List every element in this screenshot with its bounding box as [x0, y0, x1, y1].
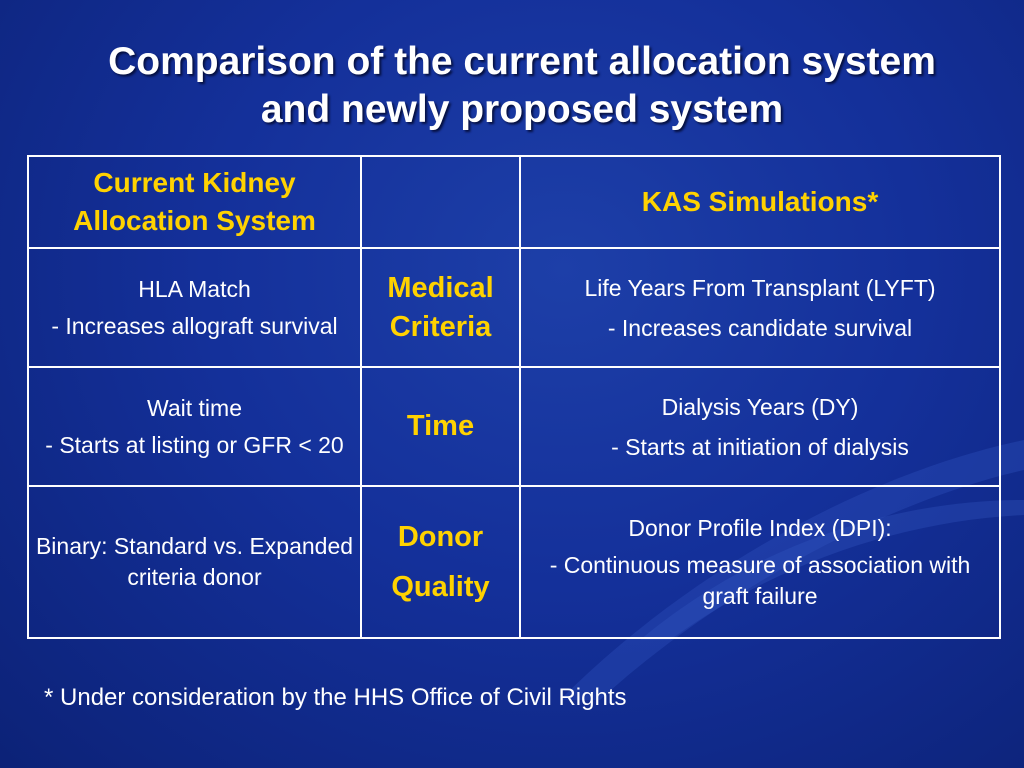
table-row	[28, 486, 1000, 638]
cell-criteria	[361, 248, 520, 367]
cell-kas	[520, 248, 1000, 367]
table-row	[28, 367, 1000, 486]
cell-detail: - Starts at listing or GFR < 20	[45, 431, 344, 458]
cell-detail: - Starts at initiation of dialysis	[611, 433, 909, 460]
cell-kas	[520, 486, 1000, 638]
cell-criteria	[361, 486, 520, 638]
slide-title	[20, 38, 1024, 134]
table-header-row	[28, 156, 1000, 248]
criteria-label-line-1: Donor	[397, 521, 484, 553]
cell-criteria	[361, 367, 520, 486]
cell-heading: Donor Profile Index (DPI):	[628, 514, 892, 541]
cell-kas	[520, 367, 1000, 486]
header-kas-simulations: KAS Simulations*	[520, 156, 1000, 248]
criteria-label: Time	[406, 410, 475, 442]
comparison-table	[27, 155, 1001, 639]
title-line-1: Comparison of the current allocation system	[108, 40, 936, 83]
cell-current-system	[28, 248, 361, 367]
cell-current-system	[28, 367, 361, 486]
cell-heading: Binary: Standard vs. Expanded criteria donor	[35, 533, 354, 590]
footnote: * Under consideration by the HHS Office of Civil Rights	[44, 684, 627, 711]
criteria-label: Medical Criteria	[387, 271, 494, 343]
cell-heading: Dialysis Years (DY)	[661, 393, 859, 420]
table-row	[28, 248, 1000, 367]
cell-detail: - Increases allograft survival	[51, 312, 338, 339]
criteria-label-line-2: Quality	[391, 571, 490, 603]
cell-heading: Life Years From Transplant (LYFT)	[584, 274, 936, 301]
cell-detail: - Continuous measure of association with graft failure	[549, 551, 971, 609]
cell-detail: - Increases candidate survival	[607, 314, 913, 341]
cell-current-system	[28, 486, 361, 638]
header-empty-cell	[361, 156, 520, 248]
header-current-system: Current Kidney Allocation System	[28, 156, 361, 248]
cell-heading: HLA Match	[138, 275, 251, 302]
cell-heading: Wait time	[147, 394, 242, 421]
title-line-2: and newly proposed system	[260, 88, 784, 131]
